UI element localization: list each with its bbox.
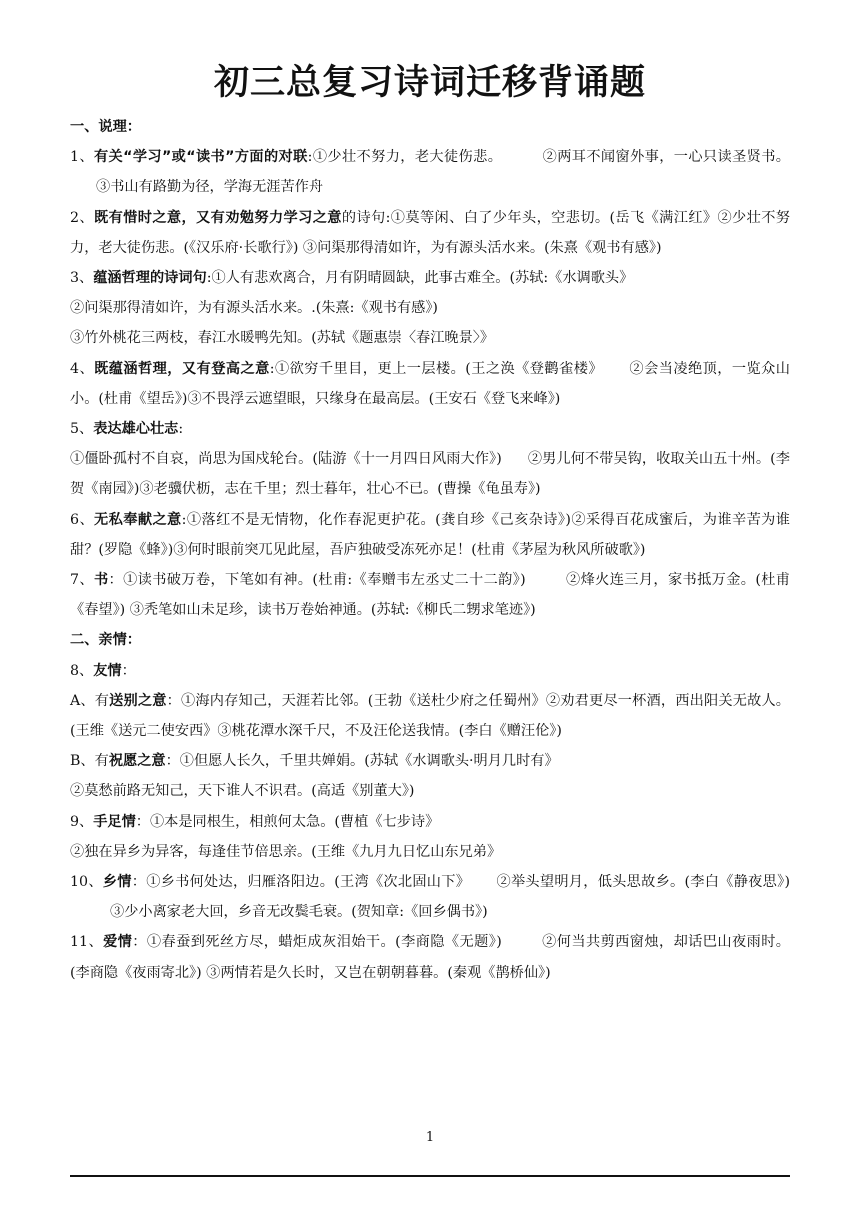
list-item: 4、既蕴涵哲理，又有登高之意:①欲穷千里目，更上一层楼。(王之涣《登鹳雀楼》 ②会当凌绝顶，一览众山小。(杜甫《望岳》)③不畏浮云遮望眼，只缘身在最高层。(王安石《登飞来峰》)	[70, 360, 790, 407]
list-item-line: ①僵卧孤村不自哀，尚思为国戍轮台。(陆游《十一月四日风雨大作》) ②男儿何不带吴钩，收取关山五十州。(李贺《南园》)③老骥伏枥，志在千里；烈士暮年，壮心不已。(曹操《龟虽寿》)	[70, 451, 790, 498]
list-item: 1、有关“学习”或“读书”方面的对联:①少壮不努力，老大徒伤悲。 ②两耳不闻窗外事，一心只读圣贤书。③书山有路勤为径，学海无涯苦作舟	[70, 149, 790, 196]
list-item: 5、表达雄心壮志:	[70, 421, 184, 438]
list-item-line: ②独在异乡为异客，每逢佳节倍思亲。(王维《九月九日忆山东兄弟》	[70, 843, 502, 860]
list-item: 3、蕴涵哲理的诗词句:①人有悲欢离合，月有阴晴圆缺，此事古难全。(苏轼:《水调歌头》	[70, 270, 634, 287]
page-title: 初三总复习诗词迁移背诵题	[213, 63, 646, 103]
list-item-line: ②问渠那得清如许，为有源头活水来。.(朱熹:《观书有感》)	[70, 300, 438, 317]
document-body	[70, 112, 790, 988]
footer-rule	[70, 1175, 790, 1177]
list-item: 6、无私奉献之意:①落红不是无情物，化作春泥更护花。(龚自珍《己亥杂诗》)②采得百花成蜜后，为谁辛苦为谁甜？(罗隐《蜂》)③何时眼前突兀见此屋，吾庐独破受冻死亦足！(杜甫《茅屋为秋风所破歌》)	[70, 511, 790, 558]
list-item: 2、既有惜时之意，又有劝勉努力学习之意的诗句:①莫等闲、白了少年头，空悲切。(岳飞《满江红》②少壮不努力，老大徒伤悲。(《汉乐府·长歌行》) ③问渠那得清如许，为有源头活水来。(朱熹《观书有感》)	[70, 209, 790, 256]
section-heading: 二、亲情：	[70, 632, 141, 649]
list-item-line: ②莫愁前路无知己，天下谁人不识君。(高适《别董大》)	[70, 783, 415, 800]
list-item: B、有祝愿之意：①但愿人长久，千里共婵娟。(苏轼《水调歌头·明月几时有》	[70, 753, 559, 770]
list-item: 10、乡情：①乡书何处达，归雁洛阳边。(王湾《次北固山下》 ②举头望明月，低头思故乡。(李白《静夜思》)③少小离家老大回，乡音无改鬓毛衰。(贺知章:《回乡偶书》)	[70, 874, 790, 921]
section-heading: 一、说理：	[70, 119, 141, 135]
list-item: 8、友情：	[70, 662, 136, 679]
list-item: 11、爱情：①春蚕到死丝方尽，蜡炬成灰泪始干。(李商隐《无题》) ②何当共剪西窗烛，却话巴山夜雨时。(李商隐《夜雨寄北》) ③两情若是久长时，又岂在朝朝暮暮。(秦观《鹊桥仙》)	[70, 934, 790, 981]
list-item: 9、手足情：①本是同根生，相煎何太急。(曹植《七步诗》	[70, 813, 440, 830]
list-item: A、有送别之意：①海内存知己，天涯若比邻。(王勃《送杜少府之任蜀州》②劝君更尽一杯酒，西出阳关无故人。(王维《送元二使安西》③桃花潭水深千尺，不及汪伦送我情。(李白《赠汪伦》)	[70, 692, 790, 740]
list-item-line: ③竹外桃花三两枝，春江水暖鸭先知。(苏轼《题惠崇〈春江晚景〉》	[70, 330, 495, 347]
list-item: 7、书：①读书破万卷，下笔如有神。(杜甫:《奉赠韦左丞丈二十二韵》) ②烽火连三月，家书抵万金。(杜甫《春望》) ③秃笔如山未足珍，读书万卷始神通。(苏轼:《柳氏二甥求笔迹》)	[70, 572, 790, 619]
page-number: 1	[425, 1130, 435, 1145]
